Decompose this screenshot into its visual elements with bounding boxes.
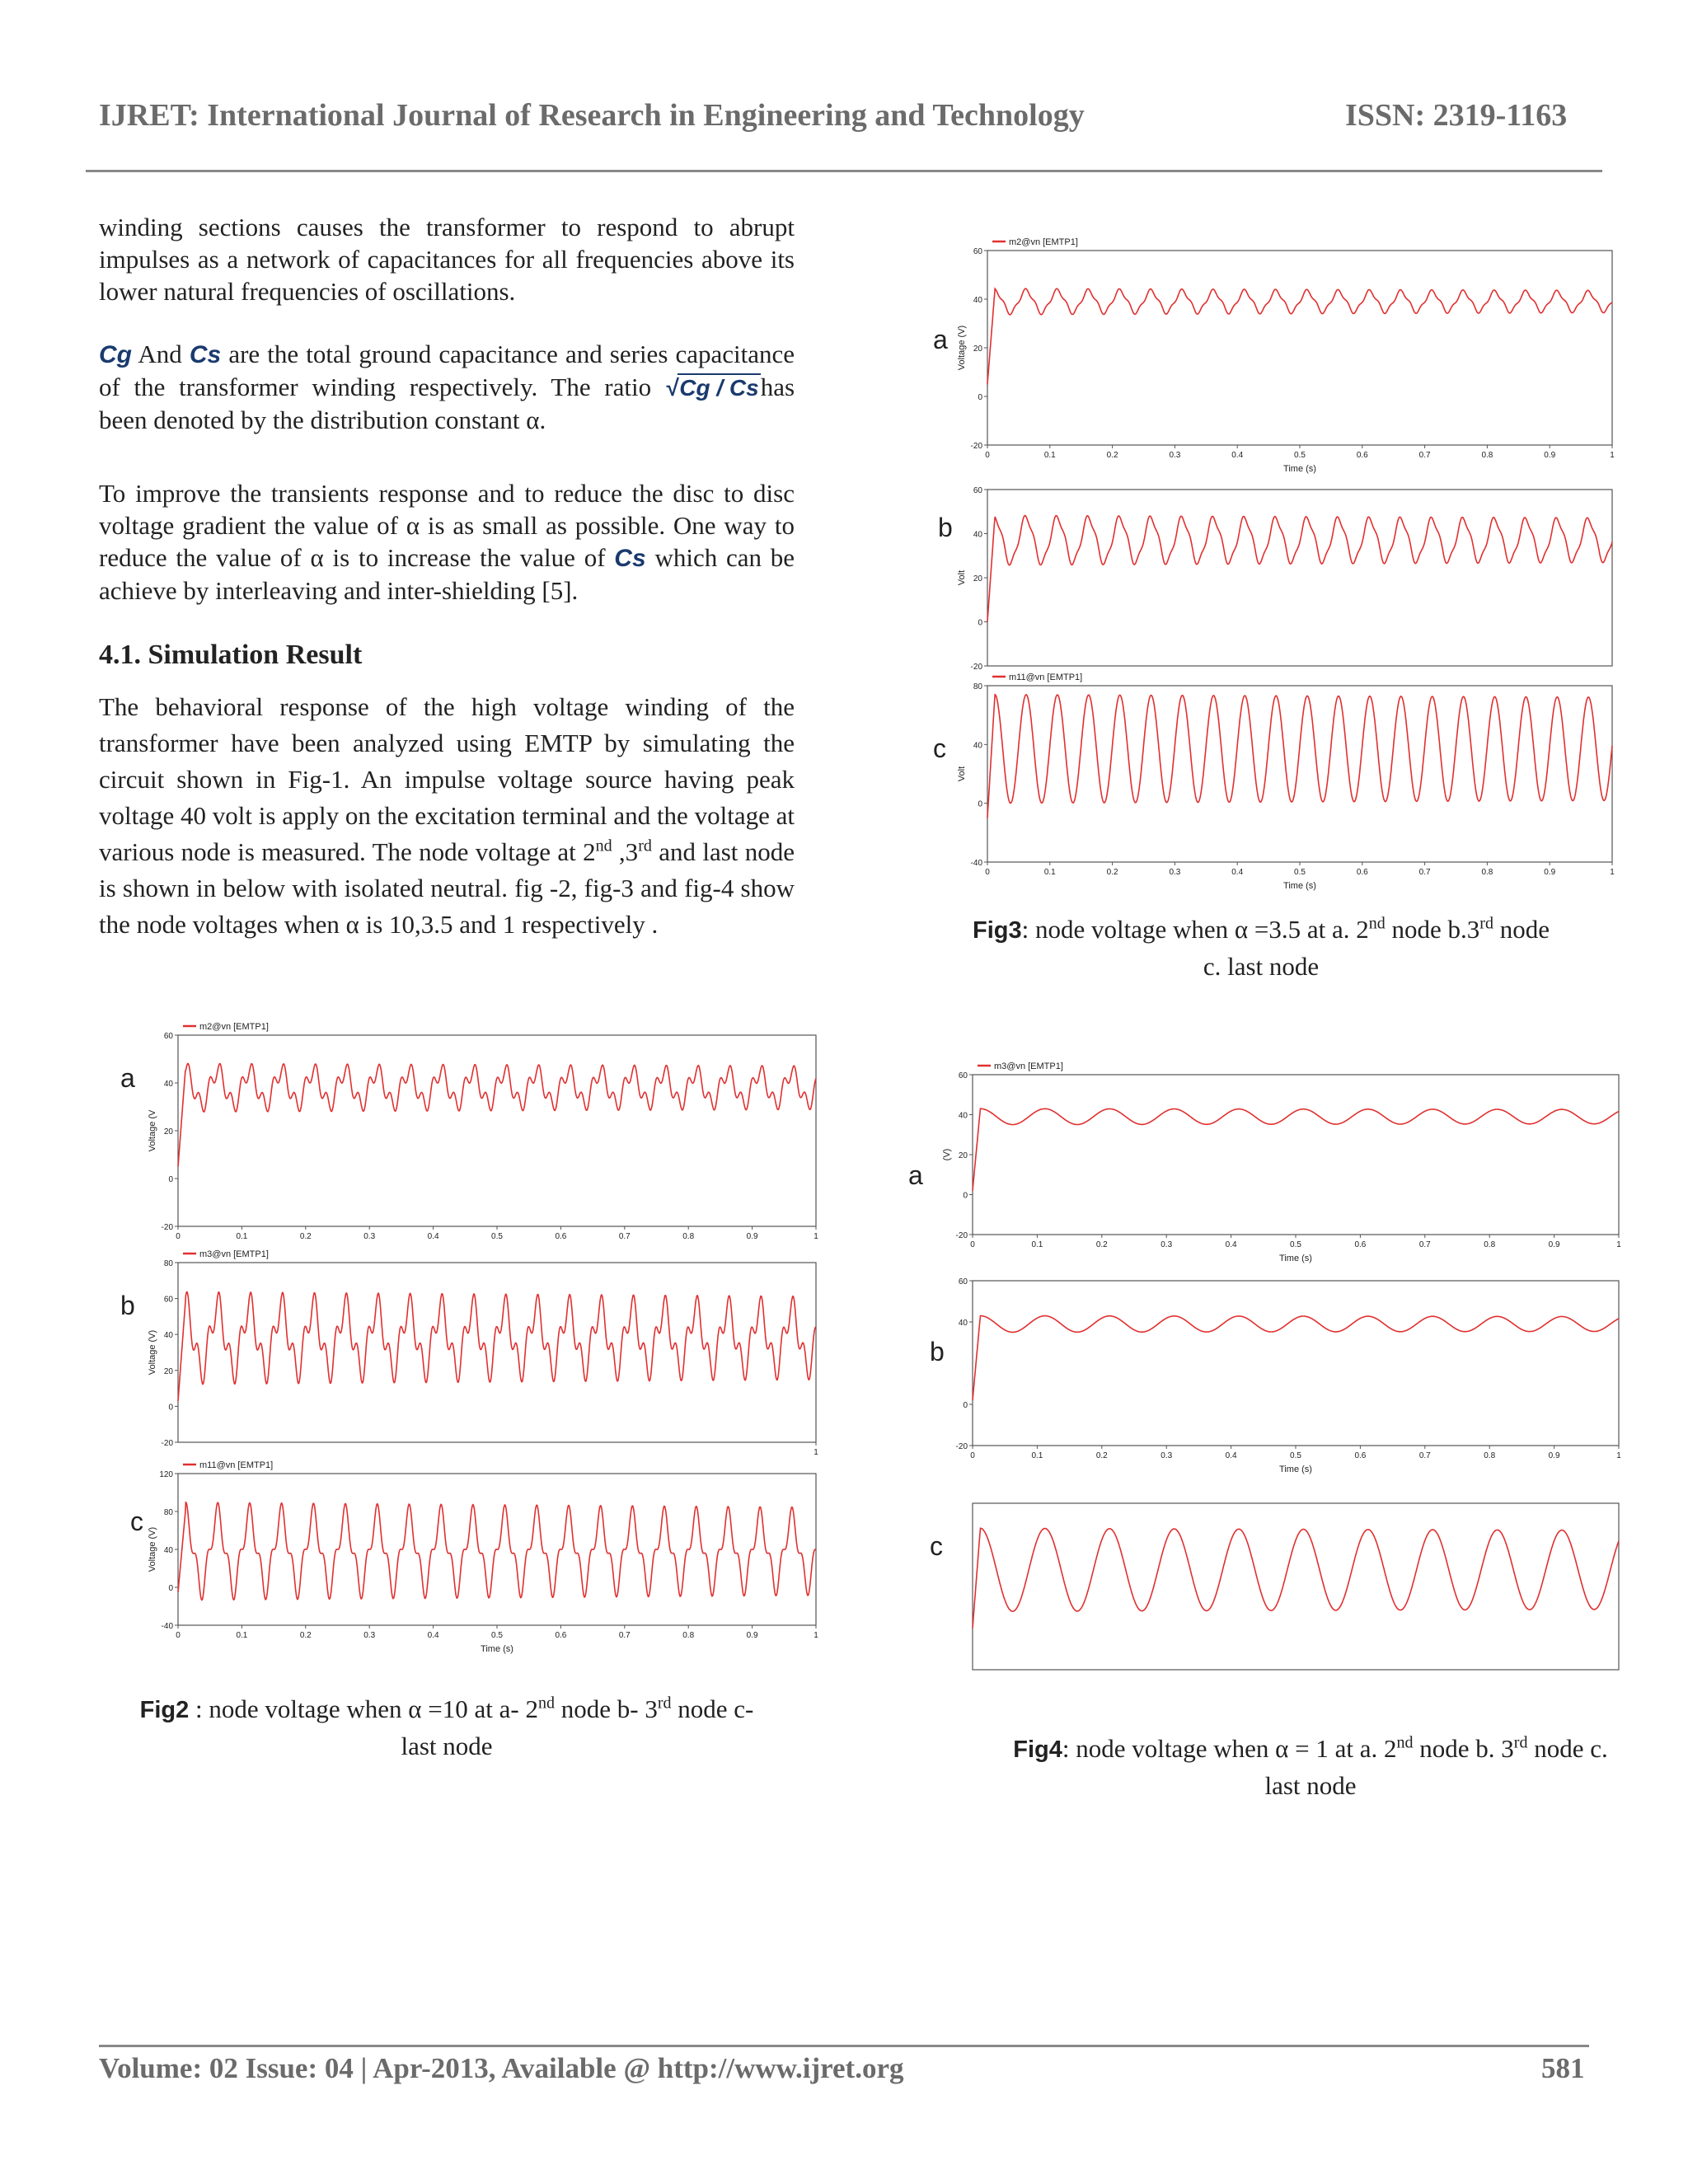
panel-label-a: a — [933, 325, 948, 354]
x-tick-label: 0.7 — [1418, 868, 1431, 877]
fig2b-chart — [145, 1243, 823, 1460]
x-tick-label: 0 — [970, 1451, 975, 1460]
y-tick-label: 20 — [958, 1151, 968, 1160]
fig3-label: Fig3 — [973, 917, 1022, 944]
y-tick-label: 0 — [963, 1401, 968, 1410]
x-tick-label: 0.5 — [1290, 1451, 1301, 1460]
x-tick-label: 0.8 — [682, 1232, 695, 1241]
y-tick-label: 60 — [958, 1071, 968, 1080]
x-tick-label: 1 — [1610, 451, 1615, 460]
sqrt-ratio-text: Cg / Cs — [679, 375, 759, 401]
x-tick-label: 0.3 — [1169, 451, 1181, 460]
plot-frame — [973, 1281, 1619, 1446]
fig3a-chart — [954, 231, 1619, 476]
section-heading: 4.1. Simulation Result — [99, 640, 363, 670]
x-tick-label: 0.7 — [618, 1631, 631, 1640]
x-tick-label: 0.9 — [1544, 451, 1556, 460]
x-tick-label: 0 — [985, 868, 990, 877]
y-tick-label: 80 — [163, 1259, 173, 1268]
caption-text: : node voltage when α =10 at a- 2 — [189, 1694, 538, 1723]
panel-label-b: b — [930, 1337, 945, 1366]
x-axis-label: Time (s) — [1279, 1254, 1312, 1263]
paragraph-3-text: To improve the transients response and to reduce the disc to disc voltage gradient the value of α is as small as possible. One way to reduce the value of α is to increase the value of — [99, 479, 795, 572]
y-tick-label: 60 — [973, 486, 982, 495]
header-rule — [86, 170, 1602, 172]
x-tick-label: 0.4 — [1225, 1240, 1237, 1249]
caption-sup: rd — [1513, 1733, 1528, 1752]
plot-frame — [987, 686, 1612, 862]
journal-title: IJRET: International Journal of Research in Engineering and Technology — [99, 98, 1085, 133]
x-tick-label: 0.2 — [299, 1631, 312, 1640]
x-tick-label: 0.2 — [299, 1232, 312, 1241]
caption-text: node c. — [1527, 1734, 1608, 1763]
fig2a-svg — [145, 1015, 823, 1244]
x-tick-label: 0 — [176, 1232, 181, 1241]
x-tick-label: 0.4 — [1225, 1451, 1237, 1460]
y-tick-label: 0 — [978, 393, 982, 402]
y-tick-label: 0 — [168, 1403, 173, 1413]
fig2c-chart — [145, 1454, 823, 1657]
y-tick-label: 40 — [163, 1331, 173, 1341]
caption-sup: nd — [1368, 914, 1386, 933]
y-tick-label: 0 — [978, 799, 982, 809]
x-tick-label: 0 — [176, 1631, 181, 1640]
y-tick-label: 20 — [163, 1127, 173, 1137]
caption-text: : node voltage when α =3.5 at a. 2 — [1021, 915, 1369, 944]
x-tick-label: 0.3 — [363, 1631, 376, 1640]
y-tick-label: 20 — [163, 1366, 173, 1376]
x-tick-label: 0.9 — [746, 1631, 758, 1640]
y-tick-label: 20 — [973, 574, 982, 583]
paragraph-3-end: which can be achieve by interleaving and inter-shielding [5]. — [99, 543, 795, 605]
footer-rule — [99, 2045, 1589, 2047]
fig4a-svg — [940, 1055, 1625, 1266]
x-tick-label: 0.5 — [1290, 1240, 1301, 1249]
x-tick-label: 0.1 — [1031, 1240, 1043, 1249]
x-tick-label: 0.2 — [1106, 451, 1118, 460]
y-tick-label: -40 — [970, 859, 982, 868]
x-tick-label: 0.4 — [1231, 451, 1244, 460]
x-tick-label: 0.1 — [1043, 451, 1056, 460]
x-tick-label: 1 — [814, 1232, 818, 1241]
x-tick-label: 1 — [1610, 868, 1615, 877]
x-tick-label: 0.5 — [1294, 868, 1306, 877]
x-tick-label: 0.2 — [1106, 868, 1118, 877]
y-tick-label: 40 — [163, 1546, 173, 1555]
y-axis-label: Voltage (V) — [148, 1329, 157, 1376]
x-axis-label: Time (s) — [481, 1644, 513, 1654]
x-tick-label: 0.6 — [1356, 451, 1368, 460]
fig4b-svg — [940, 1261, 1625, 1477]
y-tick-label: 20 — [973, 344, 982, 354]
x-tick-label: 0.5 — [491, 1631, 503, 1640]
x-tick-label: 0.6 — [555, 1232, 567, 1241]
paragraph-4-c: and last node is shown in below with isolated neutral. fig -2, fig-3 and fig-4 show the node voltages when α is 10,3.5 and 1 respectively . — [99, 837, 795, 939]
plot-frame — [178, 1035, 816, 1226]
y-axis-label: Volt — [957, 569, 967, 586]
x-tick-label: 0.4 — [427, 1631, 439, 1640]
y-tick-label: 40 — [958, 1111, 968, 1121]
sup-nd: nd — [595, 837, 612, 855]
y-tick-label: 80 — [973, 682, 982, 691]
y-tick-label: 80 — [163, 1508, 173, 1517]
y-tick-label: 60 — [163, 1295, 173, 1305]
fig2-label: Fig2 — [139, 1697, 190, 1723]
cs-symbol: Cs — [189, 341, 222, 368]
fig3a-svg — [954, 231, 1619, 476]
caption-text: : node voltage when α = 1 at a. 2 — [1062, 1734, 1397, 1763]
x-tick-label: 0.4 — [427, 1232, 439, 1241]
x-tick-label: 0.1 — [1043, 868, 1056, 877]
plot-frame — [987, 251, 1612, 445]
x-tick-label: 0.3 — [1169, 868, 1181, 877]
x-tick-label: 0.5 — [1294, 451, 1306, 460]
plot-frame — [973, 1503, 1619, 1670]
x-tick-label: 0.7 — [1418, 1240, 1431, 1249]
caption-sup: nd — [537, 1694, 555, 1713]
x-tick-label: 0.6 — [555, 1631, 567, 1640]
y-tick-label: 0 — [168, 1175, 173, 1184]
caption-text: last node — [401, 1732, 493, 1760]
x-axis-label: Time (s) — [1283, 464, 1316, 474]
x-tick-label: 0.8 — [1484, 1451, 1496, 1460]
paragraph-4-a: The behavioral response of the high voltage winding of the transformer have been analyzed using EMTP by simulating the circuit shown in Fig-1. An impulse voltage source having peak voltage 40 volt is apply on the excitation terminal and the voltage at various node is measured. The node voltage at 2 — [99, 692, 795, 866]
y-tick-label: 40 — [973, 741, 982, 751]
caption-sup: nd — [1396, 1733, 1414, 1752]
fig4c-chart — [940, 1483, 1625, 1676]
x-tick-label: 0.7 — [618, 1232, 631, 1241]
y-tick-label: 60 — [958, 1277, 968, 1286]
x-tick-label: 0.9 — [1544, 868, 1556, 877]
and-word: And — [138, 340, 182, 368]
fig3c-svg — [954, 666, 1619, 893]
caption-text: node b- 3 — [554, 1694, 658, 1723]
x-axis-label: Time (s) — [1279, 1465, 1312, 1474]
x-tick-label: 0.6 — [1354, 1240, 1367, 1249]
panel-label-b: b — [120, 1291, 135, 1320]
x-tick-label: 0.2 — [1095, 1451, 1108, 1460]
y-axis-label: (V) — [942, 1148, 952, 1161]
caption-text: node c- — [671, 1694, 754, 1723]
x-tick-label: 0.3 — [1160, 1240, 1173, 1249]
fig4b-chart — [940, 1261, 1625, 1477]
legend-label: m11@vn [EMTP1] — [199, 1460, 274, 1470]
fig2-caption — [99, 1691, 795, 1765]
panel-label-c: c — [930, 1531, 943, 1561]
y-tick-label: -40 — [161, 1622, 173, 1631]
paragraph-2-text: are the total ground capacitance and series capacitance of the transformer winding respectively. The ratio — [99, 340, 795, 401]
fig4a-chart — [940, 1055, 1625, 1266]
x-tick-label: 0.7 — [1418, 1451, 1431, 1460]
x-tick-label: 0.1 — [236, 1631, 248, 1640]
panel-label-a: a — [120, 1063, 135, 1093]
legend-label: m2@vn [EMTP1] — [1009, 237, 1078, 247]
x-tick-label: 1 — [1616, 1240, 1621, 1249]
x-tick-label: 1 — [814, 1448, 818, 1457]
y-axis-label: Voltage (V — [148, 1109, 157, 1152]
paragraph-3 — [99, 477, 795, 607]
x-tick-label: 0.1 — [1031, 1451, 1043, 1460]
cs-symbol-2: Cs — [614, 545, 646, 572]
caption-sup: rd — [1479, 914, 1493, 933]
paragraph-4-b: ,3 — [612, 837, 639, 866]
paragraph-2-end: has been denoted by the distribution constant α. — [99, 373, 795, 434]
y-tick-label: 0 — [963, 1191, 968, 1201]
y-tick-label: 0 — [978, 618, 982, 628]
plot-frame — [178, 1263, 816, 1442]
x-tick-label: 0.1 — [236, 1232, 248, 1241]
fig3c-chart — [954, 666, 1619, 893]
legend-label: m3@vn [EMTP1] — [994, 1062, 1063, 1071]
x-tick-label: 1 — [814, 1631, 818, 1640]
plot-frame — [973, 1075, 1619, 1235]
legend-label: m3@vn [EMTP1] — [199, 1249, 269, 1259]
fig4c-svg — [940, 1483, 1625, 1676]
x-tick-label: 0.8 — [1481, 868, 1493, 877]
paragraph-1: winding sections causes the transformer to respond to abrupt impulses as a network of capacitances for all frequencies above its lower natural frequencies of oscillations. — [99, 213, 795, 306]
x-tick-label: 0.8 — [682, 1631, 695, 1640]
caption-text: node b. 3 — [1413, 1734, 1514, 1763]
x-tick-label: 0.3 — [1160, 1451, 1173, 1460]
y-tick-label: -20 — [955, 1231, 968, 1240]
x-tick-label: 0.2 — [1095, 1240, 1108, 1249]
x-tick-label: 0.6 — [1354, 1451, 1367, 1460]
y-tick-label: -20 — [970, 663, 982, 672]
y-tick-label: 120 — [159, 1470, 173, 1479]
y-tick-label: 60 — [973, 247, 982, 256]
y-tick-label: 40 — [958, 1319, 968, 1328]
caption-text: last node — [1264, 1771, 1357, 1800]
sqrt-ratio: √Cg / Cs — [664, 375, 759, 401]
caption-text: c. last node — [1203, 952, 1320, 981]
fig2c-svg — [145, 1454, 823, 1657]
panel-label-c: c — [130, 1507, 143, 1536]
x-tick-label: 0 — [970, 1240, 975, 1249]
x-tick-label: 0.9 — [1548, 1240, 1560, 1249]
y-tick-label: -20 — [161, 1439, 173, 1448]
x-tick-label: 0.4 — [1231, 868, 1244, 877]
plot-frame — [987, 490, 1612, 666]
x-tick-label: 0.9 — [746, 1232, 758, 1241]
caption-text: node — [1493, 915, 1550, 944]
panel-label-a: a — [908, 1160, 923, 1190]
fig3b-svg — [954, 470, 1619, 673]
paragraph-4 — [99, 689, 795, 943]
x-tick-label: 0.5 — [491, 1232, 503, 1241]
legend-label: m11@vn [EMTP1] — [1009, 673, 1083, 682]
y-tick-label: 40 — [973, 296, 982, 305]
fig4-caption — [956, 1731, 1665, 1804]
page-number: 581 — [1541, 2052, 1585, 2084]
panel-label-b: b — [938, 513, 953, 542]
y-tick-label: -20 — [161, 1223, 173, 1232]
x-tick-label: 0.3 — [363, 1232, 376, 1241]
y-tick-label: 0 — [168, 1584, 173, 1593]
footer-volume: Volume: 02 Issue: 04 | Apr-2013, Available @ http://www.ijret.org — [99, 2052, 904, 2084]
y-axis-label: Voltage (V) — [148, 1526, 157, 1572]
y-axis-label: Volt — [957, 766, 967, 782]
y-tick-label: 40 — [163, 1080, 173, 1089]
x-tick-label: 0.7 — [1418, 451, 1431, 460]
y-axis-label: Voltage (V) — [957, 325, 967, 371]
y-tick-label: 40 — [973, 530, 982, 540]
x-tick-label: 1 — [1616, 1451, 1621, 1460]
x-axis-label: Time (s) — [1283, 881, 1316, 891]
cg-symbol: Cg — [99, 341, 132, 368]
panel-label-c: c — [933, 733, 946, 763]
x-tick-label: 0 — [985, 451, 990, 460]
x-tick-label: 0.9 — [1548, 1451, 1560, 1460]
caption-sup: rd — [657, 1694, 672, 1713]
y-tick-label: 60 — [163, 1032, 173, 1041]
issn: ISSN: 2319-1163 — [1345, 98, 1568, 133]
fig2b-svg — [145, 1243, 823, 1460]
x-tick-label: 0.8 — [1481, 451, 1493, 460]
paragraph-2 — [99, 338, 795, 436]
x-tick-label: 0.6 — [1356, 868, 1368, 877]
caption-text: node b.3 — [1385, 915, 1480, 944]
y-tick-label: -20 — [970, 442, 982, 451]
fig2a-chart — [145, 1015, 823, 1244]
sup-rd: rd — [638, 837, 652, 855]
y-tick-label: -20 — [955, 1442, 968, 1451]
legend-label: m2@vn [EMTP1] — [199, 1022, 269, 1032]
fig4-label: Fig4 — [1013, 1736, 1062, 1763]
x-tick-label: 0.8 — [1484, 1240, 1496, 1249]
fig3b-chart — [954, 470, 1619, 673]
fig3-caption — [923, 912, 1599, 985]
